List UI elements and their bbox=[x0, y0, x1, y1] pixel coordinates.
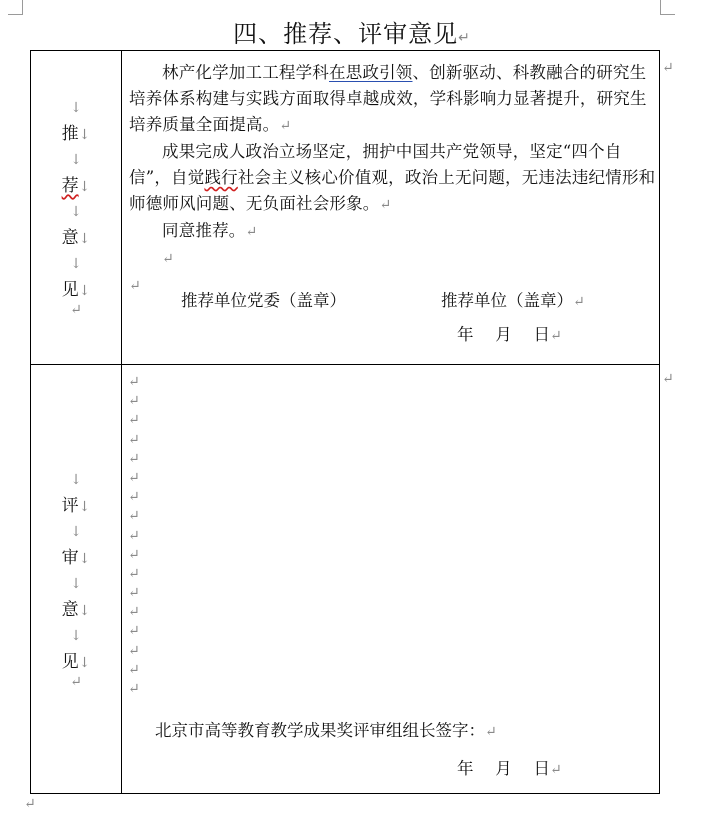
label-char: 评↓ bbox=[61, 496, 91, 516]
review-label bbox=[31, 467, 121, 689]
page-corner-mark-left bbox=[8, 0, 23, 15]
recommend-paragraph: 同意推荐。↵ bbox=[162, 221, 258, 240]
section-title bbox=[0, 14, 704, 49]
paragraph-mark-icon: ↵ bbox=[24, 796, 36, 812]
review-date: 年 月 日↵ bbox=[457, 759, 562, 778]
row-end-mark-icon: ↵ bbox=[662, 371, 674, 387]
down-arrow-icon: ↓ bbox=[70, 204, 82, 220]
column-divider bbox=[121, 51, 122, 793]
recommend-paragraph: 成果完成人政治立场坚定，拥护中国共产党领导，坚定“四个自信”，自觉践行社会主义核心价值观，政治上无问题，无违法违纪情形和师德师风问题、无负面社会形象。↵ bbox=[129, 142, 656, 213]
page-corner-mark-right bbox=[660, 0, 675, 15]
label-char: 荐↓ bbox=[61, 176, 91, 196]
recommend-content bbox=[129, 60, 659, 299]
paragraph-mark-icon: ↵ bbox=[70, 674, 82, 690]
recommend-unit-seal: 推荐单位（盖章）↵ bbox=[441, 291, 585, 310]
recommend-paragraph: 林产化学加工工程学科在思政引领、创新驱动、科教融合的研究生培养体系构建与实践方面取得卓越成效，学科影响力显著提升，研究生培养质量全面提高。↵ bbox=[129, 63, 647, 134]
recommend-party-seal: 推荐单位党委（盖章） bbox=[181, 291, 346, 310]
down-arrow-icon: ↓ bbox=[70, 524, 82, 540]
empty-paragraph: ↵ bbox=[162, 251, 174, 267]
down-arrow-icon: ↓ bbox=[70, 472, 82, 488]
label-char: 推↓ bbox=[61, 124, 91, 144]
row-divider bbox=[31, 364, 659, 365]
down-arrow-icon: ↓ bbox=[70, 100, 82, 116]
empty-paragraph: ↵ bbox=[129, 278, 141, 294]
opinion-table bbox=[30, 50, 660, 794]
review-empty-lines: ↵ ↵ ↵ ↵ ↵ ↵ ↵ ↵ ↵ ↵ ↵ ↵ ↵ ↵ ↵ ↵ ↵ bbox=[128, 374, 140, 697]
label-char: 见↓ bbox=[61, 652, 91, 672]
recommend-label bbox=[31, 95, 121, 317]
label-char: 意↓ bbox=[61, 228, 91, 248]
label-char: 审↓ bbox=[61, 548, 91, 568]
review-leader-signature: 北京市高等教育教学成果奖评审组组长签字：↵ bbox=[155, 721, 497, 740]
section-title-text: 四、推荐、评审意见 bbox=[233, 20, 459, 48]
label-char: 意↓ bbox=[61, 600, 91, 620]
recommend-date: 年 月 日↵ bbox=[457, 325, 562, 344]
down-arrow-icon: ↓ bbox=[70, 628, 82, 644]
down-arrow-icon: ↓ bbox=[70, 576, 82, 592]
paragraph-mark-icon: ↵ bbox=[458, 30, 471, 46]
label-char: 见↓ bbox=[61, 280, 91, 300]
paragraph-mark-icon: ↵ bbox=[70, 302, 82, 318]
down-arrow-icon: ↓ bbox=[70, 256, 82, 272]
down-arrow-icon: ↓ bbox=[70, 152, 82, 168]
row-end-mark-icon: ↵ bbox=[662, 60, 674, 76]
